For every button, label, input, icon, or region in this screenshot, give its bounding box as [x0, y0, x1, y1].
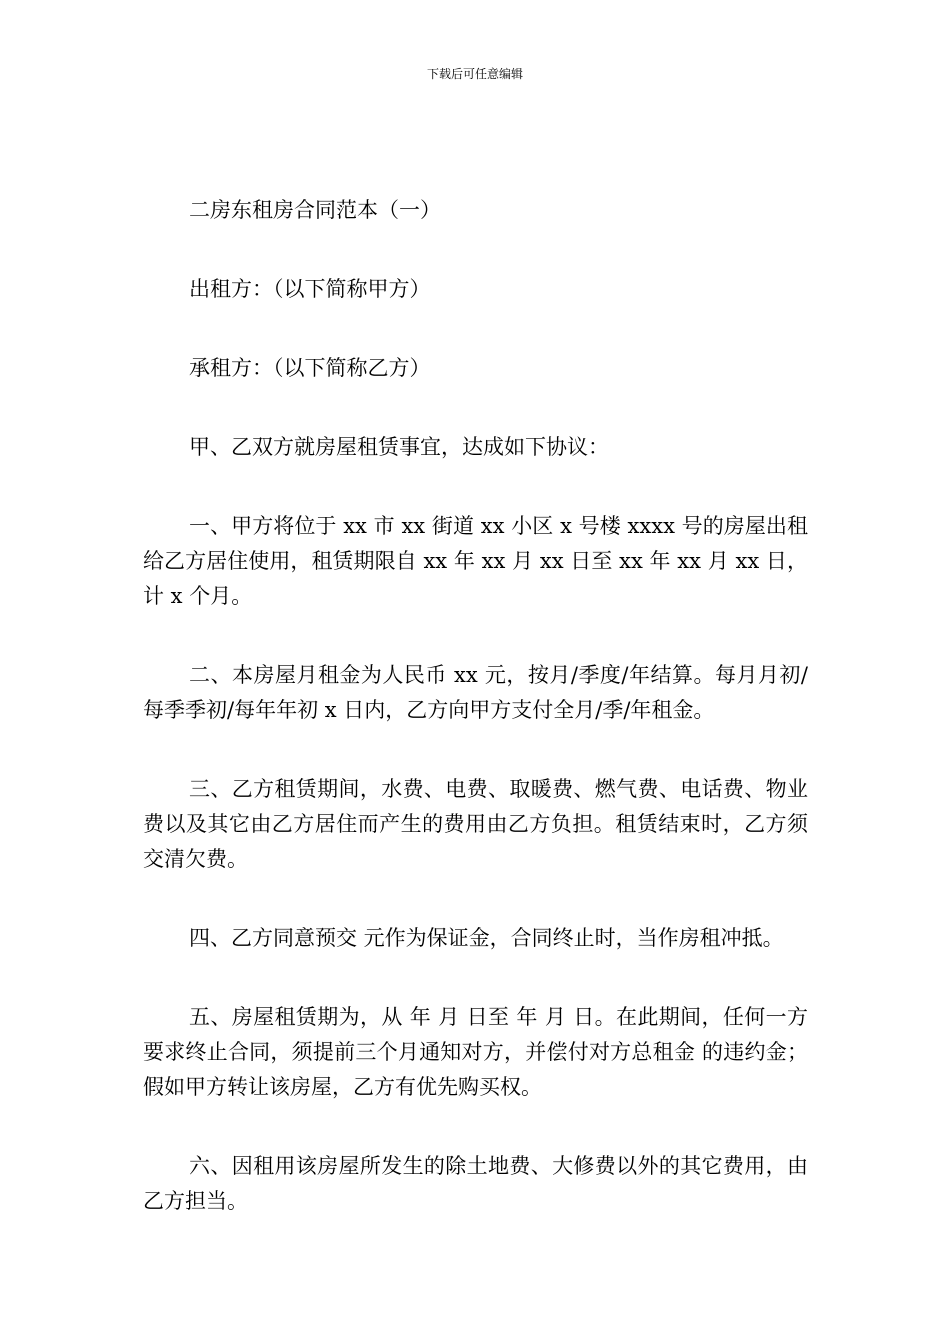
intro-line: 甲、乙双方就房屋租赁事宜，达成如下协议： [189, 435, 609, 459]
header-note: 下载后可任意编辑 [426, 67, 523, 81]
document-title: 二房东租房合同范本（一） [189, 198, 441, 222]
lessee-line: 承租方：（以下简称乙方） [189, 356, 431, 380]
clause-6: 六、因租用该房屋所发生的除土地费、大修费以外的其它费用，由乙方担当。 [143, 1154, 808, 1213]
clause-4: 四、乙方同意预交 元作为保证金，合同终止时，当作房租冲抵。 [189, 926, 784, 950]
clause-5: 五、房屋租赁期为，从 年 月 日至 年 月 日。在此期间，任何一方要求终止合同，须提前三个月通知对方，并偿付对方总租金 的违约金；假如甲方转让该房屋，乙方有优先购买权。 [143, 1005, 808, 1099]
clause-1: 一、甲方将位于 xx 市 xx 街道 xx 小区 x 号楼 xxxx 号的房屋出租给乙方居住使用，租赁期限自 xx 年 xx 月 xx 日至 xx 年 xx 月 xx 日，计 x 个月。 [143, 514, 808, 608]
clause-2: 二、本房屋月租金为人民币 xx 元，按月/季度/年结算。每月月初/每季季初/每年年初 x 日内，乙方向甲方支付全月/季/年租金。 [143, 663, 808, 722]
document-body [143, 193, 808, 1263]
lessor-line: 出租方：（以下简称甲方） [189, 277, 431, 301]
clause-3: 三、乙方租赁期间，水费、电费、取暖费、燃气费、电话费、物业费以及其它由乙方居住而产生的费用由乙方负担。租赁结束时，乙方须交清欠费。 [143, 777, 808, 871]
